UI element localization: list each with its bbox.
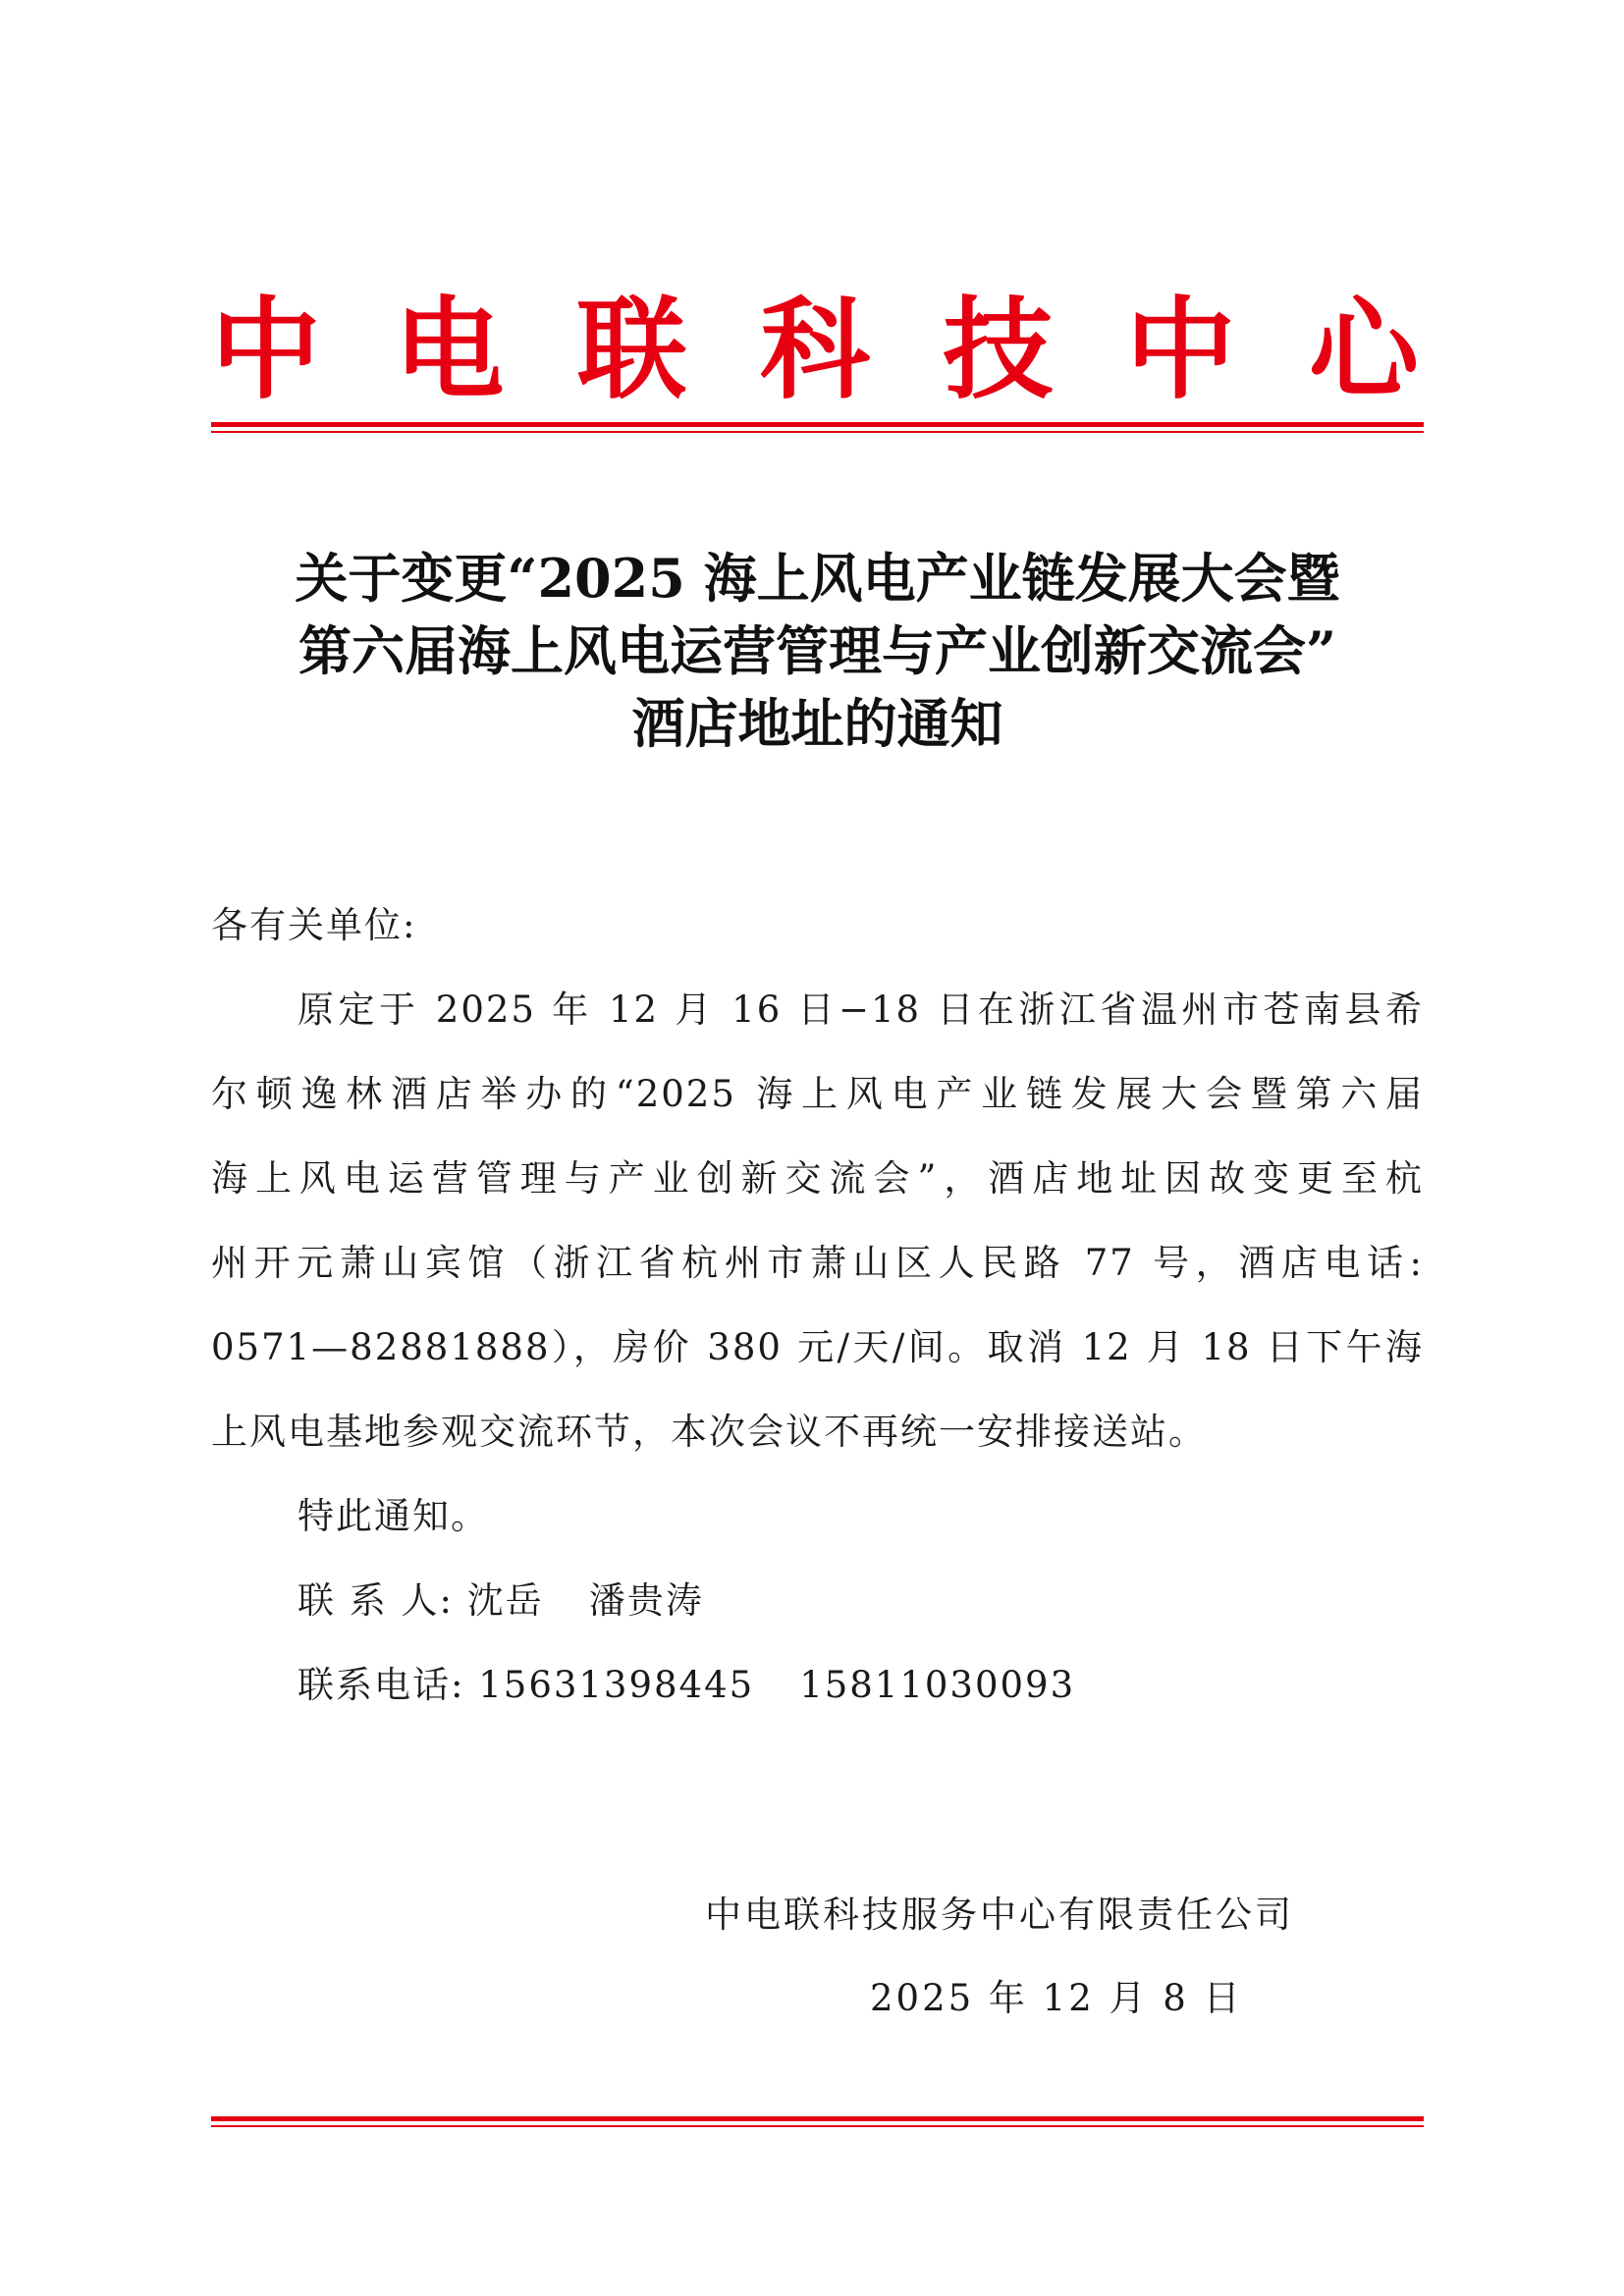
letterhead-char: 联	[576, 287, 687, 414]
letterhead-char: 科	[759, 287, 870, 414]
notice-title-line-1: 关于变更“2025 海上风电产业链发展大会暨	[295, 547, 1340, 610]
letterhead-char: 中	[211, 287, 321, 414]
letterhead-char: 中	[1125, 287, 1236, 414]
letterhead-char: 技	[943, 287, 1054, 414]
contact-phone-row	[211, 1643, 1424, 1728]
notice-body	[211, 883, 1424, 1728]
footer-divider	[211, 2116, 1424, 2127]
contact-person-label: 联 系 人:	[298, 1579, 454, 1622]
paragraph-line: 原定于 2025 年 12 月 16 日−18 日在浙江省温州市苍南县希	[298, 988, 1424, 1031]
contact-block	[211, 1559, 1424, 1728]
salutation: 各有关单位:	[211, 904, 417, 946]
divider-thick-line	[211, 422, 1424, 427]
letterhead-char: 电	[394, 287, 505, 414]
paragraph-line: 州开元萧山宾馆（浙江省杭州市萧山区人民路 77 号，酒店电话:	[211, 1242, 1424, 1284]
notice-title-line-2: 第六届海上风电运营管理与产业创新交流会”	[298, 619, 1337, 682]
letterhead-char: 心	[1308, 287, 1419, 414]
paragraph-line: 尔顿逸林酒店举办的“2025 海上风电产业链发展大会暨第六届	[211, 1073, 1424, 1115]
signature-company: 中电联科技服务中心有限责任公司	[705, 1894, 1294, 1936]
letterhead-divider	[211, 422, 1424, 433]
divider-thin-line	[211, 431, 1424, 433]
divider-thin-line	[211, 2125, 1424, 2127]
paragraph-line: 海上风电运营管理与产业创新交流会”，酒店地址因故变更至杭	[211, 1157, 1424, 1200]
paragraph-line: 上风电基地参观交流环节，本次会议不再统一安排接送站。	[211, 1411, 1207, 1453]
contact-person-name: 潘贵涛	[588, 1579, 704, 1622]
notice-title	[211, 542, 1424, 760]
closing-remark: 特此通知。	[298, 1495, 489, 1537]
paragraph-line: 0571—82881888），房价 380 元/天/间。取消 12 月 18 日下午海	[211, 1326, 1424, 1368]
contact-phone-label: 联系电话:	[298, 1664, 465, 1706]
notice-title-line-3: 酒店地址的通知	[631, 692, 1003, 755]
signature-date: 2025 年 12 月 8 日	[870, 1977, 1243, 2019]
divider-thick-line	[211, 2116, 1424, 2121]
contact-person-row	[211, 1559, 1424, 1643]
contact-phone-number: 15811030093	[799, 1664, 1076, 1706]
contact-phone-number: 15631398445	[478, 1664, 755, 1706]
letterhead-title	[211, 287, 1419, 414]
contact-person-name: 沈岳	[466, 1579, 544, 1622]
